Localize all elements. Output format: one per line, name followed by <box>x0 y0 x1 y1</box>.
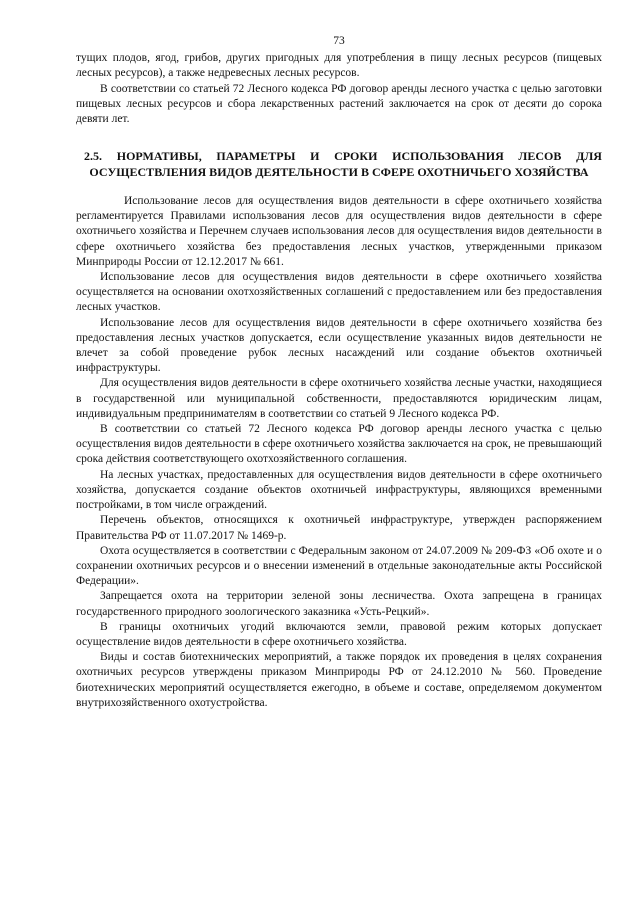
body-paragraph-3: Использование лесов для осуществления видов деятельности в сфере охотничьего хозяйства без предоставления лесных участков допускается, если осуществление указанных видов деятельности не влечет за собой проведение рубок лесных насаждений или создание объектов охотничьей инфраструктуры. <box>76 316 602 375</box>
body-paragraph-10: В границы охотничьих угодий включаются земли, правовой режим которых допускает осуществление видов деятельности в сфере охотничьего хозяйства. <box>76 620 602 648</box>
body-paragraph-5: В соответствии со статьей 72 Лесного кодекса РФ договор аренды лесного участка с целью осуществления видов деятельности в сфере охотничьего хозяйства заключается на срок, не превышающий срока действия соответствующего охотхозяйственного соглашения. <box>76 423 602 466</box>
body-paragraph-2: Использование лесов для осуществления видов деятельности в сфере охотничьего хозяйства осуществляется на основании охотхозяйственных соглашений с предоставлением или без предоставления лесных участков. <box>76 271 602 314</box>
page-number: 73 <box>333 35 345 47</box>
body-paragraph-7: Перечень объектов, относящихся к охотничьей инфраструктуре, утвержден распоряжением Правительства РФ от 11.07.2017 № 1469-р. <box>76 514 602 542</box>
section-heading: 2.5. НОРМАТИВЫ, ПАРАМЕТРЫ И СРОКИ ИСПОЛЬЗОВАНИЯ ЛЕСОВ ДЛЯ ОСУЩЕСТВЛЕНИЯ ВИДОВ ДЕЯТЕЛЬНОСТИ В СФЕРЕ ОХОТНИЧЬЕГО ХОЗЯЙСТВА <box>84 149 602 179</box>
body-paragraph-1: Использование лесов для осуществления видов деятельности в сфере охотничьего хозяйства регламентируется Правилами использования лесов для осуществления видов деятельности в сфере охотничьего хозяйства и Перечнем случаев использования лесов для осуществления видов деятельности в сфере охотничьего хозяйства без предоставления лесных участков, утвержденными приказом Минприроды России от 12.12.2017 № 661. <box>76 195 602 268</box>
body-paragraph-9: Запрещается охота на территории зеленой зоны лесничества. Охота запрещена в границах государственного природного зоологического заказника «Усть-Рецкий». <box>76 590 602 618</box>
intro-paragraph-1: тущих плодов, ягод, грибов, других пригодных для употребления в пищу лесных ресурсов (пищевых лесных ресурсов), а также недревесных лесных ресурсов. <box>76 52 602 80</box>
body-paragraph-8: Охота осуществляется в соответствии с Федеральным законом от 24.07.2009 № 209-ФЗ «Об охоте и о сохранении охотничьих ресурсов и о внесении изменений в отдельные законодательные акты Российской Федерации». <box>76 544 602 588</box>
body-paragraph-6: На лесных участках, предоставленных для осуществления видов деятельности в сфере охотничьего хозяйства, допускается создание объектов охотничьей инфраструктуры, являющихся временными постройками, в том числе ограждений. <box>76 468 602 512</box>
intro-paragraph-2: В соответствии со статьей 72 Лесного кодекса РФ договор аренды лесного участка с целью заготовки пищевых лесных ресурсов и сбора лекарственных растений заключается на срок от десяти до сорока девяти лет. <box>76 82 602 126</box>
body-paragraph-11: Виды и состав биотехнических мероприятий, а также порядок их проведения в целях сохранения охотничьих ресурсов утверждены приказом Минприроды РФ от 24.12.2010 № 560. Проведение биотехнических мероприятий осуществляется ежегодно, в объеме и составе, определяемом документом внутрихозяйственного охотустройства. <box>76 651 602 709</box>
body-paragraph-4: Для осуществления видов деятельности в сфере охотничьего хозяйства лесные участки, находящиеся в государственной или муниципальной собственности, предоставляются юридическим лицам, индивидуальным предпринимателям в соответствии со статьей 9 Лесного кодекса РФ. <box>76 377 602 420</box>
